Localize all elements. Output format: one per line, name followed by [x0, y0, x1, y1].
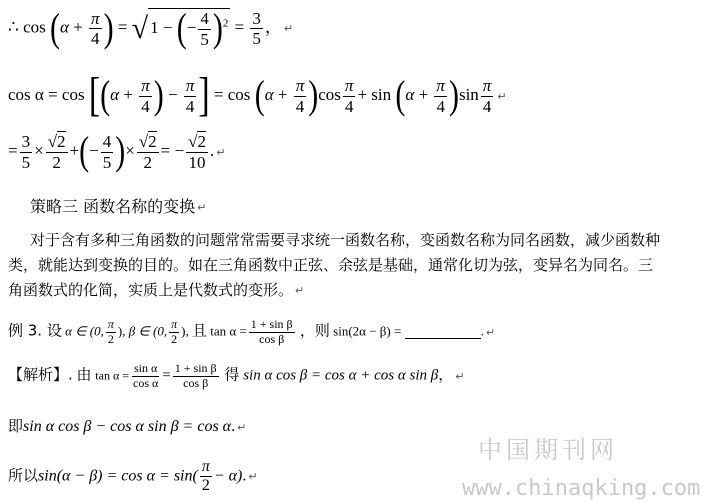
section-heading: 策略三 函数名称的变换 ↵ — [30, 197, 207, 216]
example-3: 例 3. 设 α ∈ (0, $\frac{\pi}{2}$ ), β ∈ (0, $\frac{\pi}{2}$ ), 且 tan α = $\frac{\text{1 + sin β}}{\text{cos β}}$ ，则 sin(2α − β) = . ↵ — [8, 317, 496, 346]
paragraph-line-3: 角函数式的化简，实质上是代数式的变形。 ↵ — [8, 281, 305, 299]
suoyi-line: 所以sin(α − β) = cos α = sin( $\frac{\pi}{2}$ − α). ↵ — [8, 458, 258, 495]
watermark-url: www.chinaqking.com — [462, 476, 701, 501]
paragraph-line-1: 对于含有多种三角函数的问题常常需要寻求统一函数名称，变函数名称为同名函数，减少函数种 — [30, 231, 661, 249]
paragraph-mark: ↵ — [283, 22, 294, 36]
formula-line-3: = $\frac{3}{5}$ × $\frac{√2}{2}$ +(− $\frac{4}{5}$ )× $\frac{√2}{2}$ = − $\frac{√2}{10}$ . ↵ — [8, 129, 226, 174]
watermark-chinese: 中国期刊网 — [478, 436, 618, 464]
paragraph-line-2: 类，就能达到变换的目的。如在三角函数中正弦、余弦是基础，通常化切为弦，变异名为同名。三 — [8, 256, 654, 274]
answer-blank — [405, 326, 481, 339]
solution-line: 【解析】. 由 tan α = $\frac{\text{sin α}}{\text{cos α}}$ = $\frac{\text{1 + sin β}}{\text{cos β}}$ 得 sin α cos β = cos α + cos α sin β， ↵ — [8, 361, 465, 390]
therefore-symbol: ∴ — [8, 17, 19, 37]
formula-line-1: ∴ cos (α + $\frac{\pi}{4}$ ) = √ 1 − (− $\frac{4}{5}$ )$^2$ = $\frac{3}{5}$ ， ↵ — [8, 5, 294, 51]
radical: √ 1 − (− $\frac{4}{5}$ )$^2$ — [131, 6, 229, 51]
formula-line-2: cos α = cos [(α + $\frac{\pi}{4}$ ) − $\frac{\pi}{4}$ ] = cos (α + $\frac{\pi}{4}$ )cos $\frac{\pi}{4}$ + sin (α + $\frac{\pi}{4}$ )sin $\frac{\pi}{4}$ ↵ — [8, 69, 507, 122]
paragraph — [8, 228, 698, 303]
ji-line: 即sin α cos β − cos α sin β = cos α. ↵ — [8, 417, 247, 435]
